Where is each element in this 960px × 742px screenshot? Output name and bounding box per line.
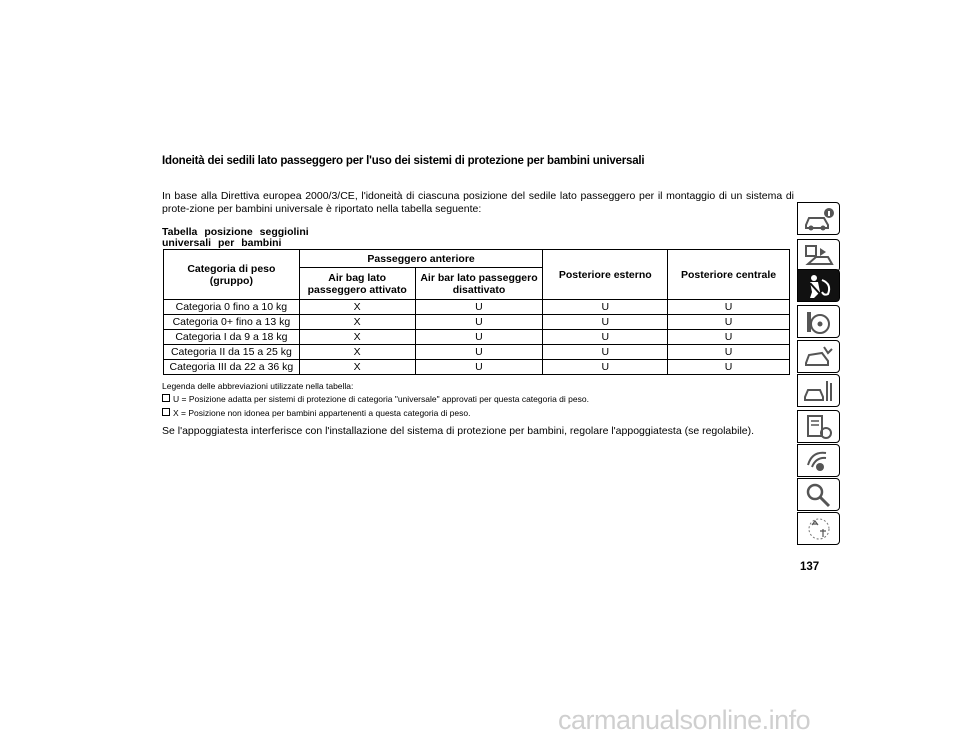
table-row [164, 360, 790, 375]
tab-car-info[interactable] [797, 202, 840, 235]
row-rear-outer: U [543, 345, 668, 360]
legend-x-text: X = Posizione non idonea per bambini appartenenti a questa categoria di peso. [173, 408, 471, 418]
row-rear-outer: U [543, 315, 668, 330]
row-airbag-on: X [299, 315, 415, 330]
search-icon [802, 481, 836, 509]
header-airbag-off: Air bar lato passeggero disattivato [415, 268, 543, 300]
row-rear-outer: U [543, 360, 668, 375]
tab-specifications[interactable] [797, 410, 840, 443]
tab-emergency[interactable] [797, 340, 840, 373]
tab-index[interactable] [797, 478, 840, 511]
header-weight-category: Categoria di peso (gruppo) [164, 250, 300, 300]
row-rear-outer: U [543, 300, 668, 315]
row-airbag-on: X [299, 300, 415, 315]
row-rear-center: U [668, 330, 790, 345]
header-airbag-on: Air bag lato passeggero attivato [299, 268, 415, 300]
car-tools-icon [802, 377, 836, 405]
table-row [164, 345, 790, 360]
seat-belt-airbag-icon [802, 272, 836, 300]
legend-title: Legenda delle abbreviazioni utilizzate nella tabella: [162, 381, 354, 391]
checkbox-bullet-icon [162, 408, 170, 416]
languages-icon [802, 515, 836, 543]
row-airbag-off: U [415, 345, 543, 360]
table-title: Tabella posizione seggiolini universali per bambini [162, 226, 309, 249]
page-number: 137 [800, 561, 820, 573]
row-category: Categoria 0 fino a 10 kg [164, 300, 300, 315]
header-rear-outer: Posteriore esterno [543, 250, 668, 300]
row-category: Categoria III da 22 a 36 kg [164, 360, 300, 375]
intro-paragraph: In base alla Direttiva europea 2000/3/CE, l'idoneità di ciascuna posizione del sedile lato passeggero per il montaggio di un sistema di prote-zione per bambini universale è riportato nella tabella seguente: [162, 190, 794, 215]
checkbox-bullet-icon [162, 394, 170, 402]
multimedia-icon [802, 447, 836, 475]
tab-starting-operating[interactable] [797, 305, 840, 338]
tab-languages[interactable] [797, 512, 840, 545]
legend-u-text: U = Posizione adatta per sistemi di protezione di categoria "universale" approvati per questa categoria di peso. [173, 394, 589, 404]
child-seat-table [163, 249, 790, 375]
legend-u [162, 394, 589, 405]
row-rear-center: U [668, 360, 790, 375]
header-front-passenger: Passeggero anteriore [299, 250, 543, 268]
row-airbag-off: U [415, 360, 543, 375]
row-rear-center: U [668, 315, 790, 330]
table-row [164, 300, 790, 315]
row-rear-center: U [668, 345, 790, 360]
section-heading: Idoneità dei sedili lato passeggero per l'uso dei sistemi di protezione per bambini universali [162, 155, 645, 167]
row-rear-outer: U [543, 330, 668, 345]
row-category: Categoria 0+ fino a 13 kg [164, 315, 300, 330]
row-airbag-on: X [299, 330, 415, 345]
header-rear-center: Posteriore centrale [668, 250, 790, 300]
row-airbag-off: U [415, 300, 543, 315]
instrument-panel-icon [802, 242, 836, 270]
row-rear-center: U [668, 300, 790, 315]
car-info-icon [802, 205, 836, 233]
tab-instrument-panel[interactable] [797, 239, 840, 272]
steering-wheel-icon [802, 308, 836, 336]
table-row [164, 315, 790, 330]
headrest-note: Se l'appoggiatesta interferisce con l'installazione del sistema di protezione per bambini, regolare l'appoggiatesta (se regolabile). [162, 425, 755, 437]
row-airbag-on: X [299, 360, 415, 375]
tab-multimedia[interactable] [797, 444, 840, 477]
row-category: Categoria I da 9 a 18 kg [164, 330, 300, 345]
tab-servicing[interactable] [797, 374, 840, 407]
car-crash-icon [802, 343, 836, 371]
tab-safety[interactable] [797, 269, 840, 302]
legend-x [162, 408, 470, 419]
table-row [164, 330, 790, 345]
row-airbag-off: U [415, 330, 543, 345]
row-airbag-off: U [415, 315, 543, 330]
watermark: carmanualsonline.info [558, 705, 811, 735]
row-category: Categoria II da 15 a 25 kg [164, 345, 300, 360]
row-airbag-on: X [299, 345, 415, 360]
specifications-icon [802, 413, 836, 441]
